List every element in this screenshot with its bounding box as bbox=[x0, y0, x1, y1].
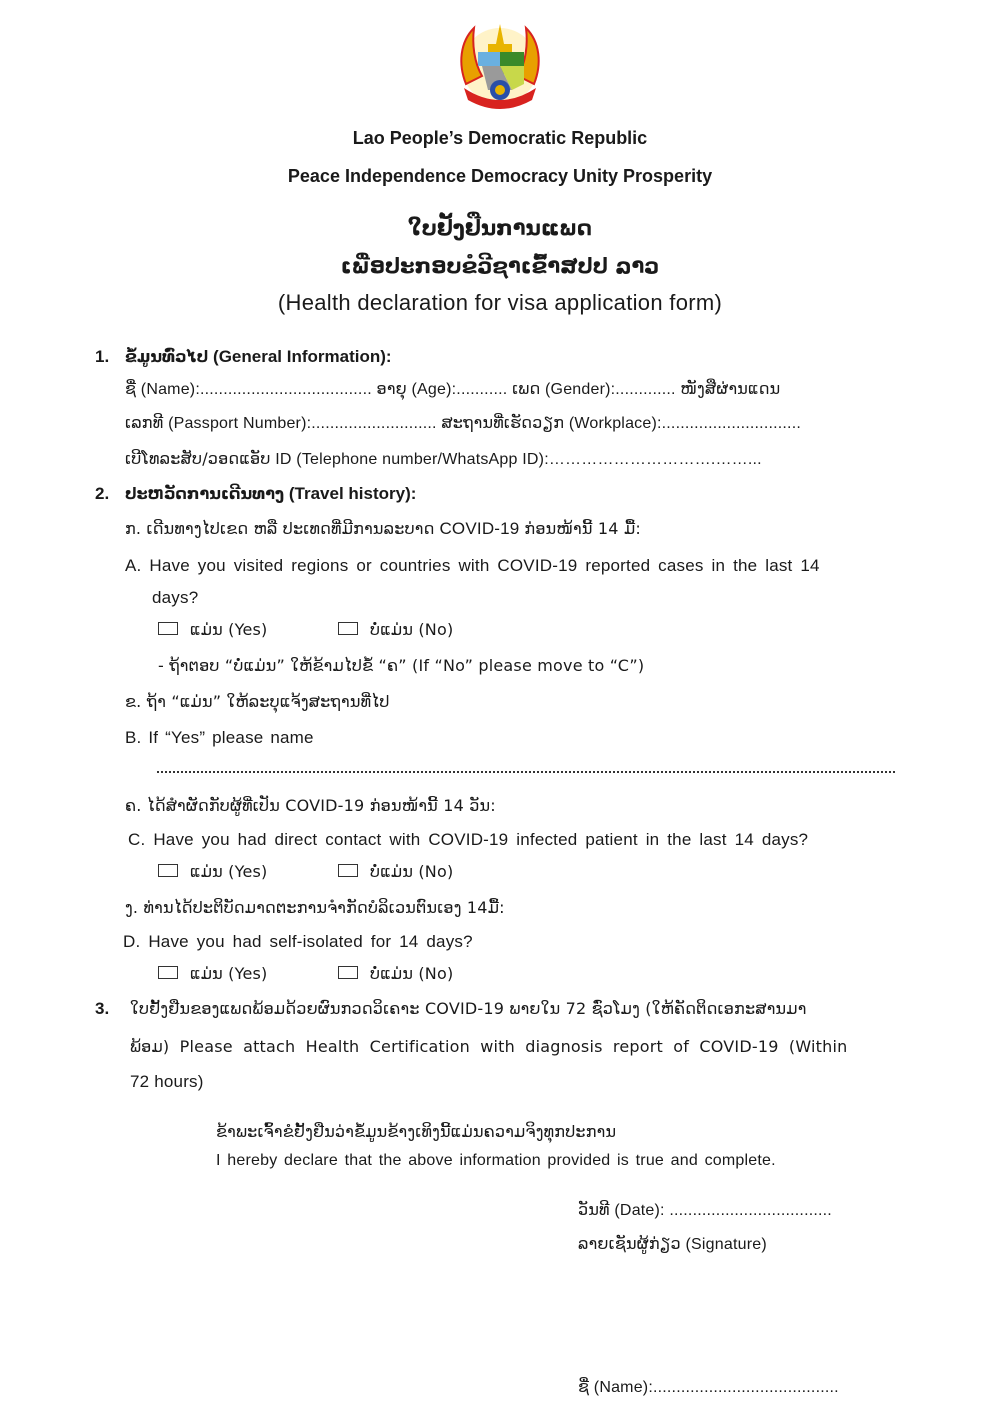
signature-label: (Signature) bbox=[685, 1236, 767, 1253]
qa-no-checkbox[interactable] bbox=[338, 622, 358, 635]
section3-line1-text: ໃບຢັ້ງຢືນຂອງແພດພ້ອມດ້ວຍຜົນກວດວິເຄາະ COVID-19 ພາຍໃນ 72 ຊົ່ວໂມງ (ໃຫ້ຄັດຕິດເອກະສານມາ bbox=[130, 999, 807, 1018]
qd-yes-option[interactable] bbox=[158, 964, 267, 984]
national-emblem bbox=[452, 14, 548, 114]
qc-yes-option[interactable] bbox=[158, 862, 267, 882]
qd-no-option[interactable] bbox=[338, 964, 453, 984]
qa-yes-label: ແມ່ນ (Yes) bbox=[190, 620, 268, 639]
question-a-lao bbox=[125, 519, 641, 539]
date-field[interactable]: (Date): ................................... bbox=[614, 1202, 832, 1219]
national-motto: Peace Independence Democracy Unity Prosperity bbox=[287, 166, 713, 186]
question-c-options bbox=[158, 862, 454, 882]
qc-yes-checkbox[interactable] bbox=[158, 864, 178, 877]
qc-no-option[interactable] bbox=[338, 862, 453, 882]
section3-line2-text: ພ້ອມ) Please attach Health Certification with diagnosis report of COVID-19 (Within bbox=[130, 1037, 848, 1056]
passport-number-lao: ເລກທີ bbox=[125, 413, 164, 432]
question-b-lao bbox=[125, 692, 390, 712]
question-c-english: C. Have you had direct contact with COVID-19 infected patient in the last 14 days? bbox=[128, 830, 809, 849]
section3-line3: 72 hours) bbox=[130, 1072, 204, 1091]
signer-name-field[interactable]: (Name):........................................ bbox=[593, 1379, 839, 1396]
emblem-icon bbox=[452, 14, 548, 114]
qa-no-option[interactable] bbox=[338, 620, 453, 640]
age-lao: ອາຍຸ bbox=[376, 379, 407, 398]
section2-heading-lao: ປະຫວັດການເດີນທາງ bbox=[125, 484, 285, 503]
signer-name-row bbox=[578, 1377, 839, 1397]
gender-lao: ເພດ bbox=[512, 379, 541, 398]
section1-heading-lao: ຂໍ້ມູນທົ່ວໄປ bbox=[125, 347, 209, 366]
question-c-lao bbox=[125, 796, 496, 816]
qb-lao-text: ຂ. ຖ້າ “ແມ່ນ” ໃຫ້ລະບຸແຈ້ງສະຖານທີ່ໄປ bbox=[125, 692, 390, 711]
declaration-lao bbox=[216, 1122, 616, 1142]
qa-covid: COVID-19 bbox=[439, 519, 520, 538]
section3-number: 3. bbox=[95, 999, 110, 1018]
declaration-english: I hereby declare that the above information provided is true and complete. bbox=[216, 1152, 776, 1169]
question-b-english: B. If “Yes” please name bbox=[125, 728, 314, 747]
section2-number: 2. bbox=[95, 484, 110, 503]
country-name: Lao People’s Democratic Republic bbox=[352, 128, 648, 148]
phone-lao: ເບີໂທລະສັບ/ວອດແອັບ bbox=[125, 449, 271, 468]
qd-no-label: ບໍ່ແມ່ນ (No) bbox=[370, 964, 454, 983]
date-row bbox=[578, 1200, 832, 1220]
qa-lao-tail: ກ່ອນໜ້ານີ້ 14 ມື້: bbox=[524, 519, 641, 538]
title-english: (Health declaration for visa application form) bbox=[277, 290, 723, 315]
phone-field[interactable]: ID (Telephone number/WhatsApp ID):………………………….……... bbox=[275, 451, 762, 468]
question-a-english-line1: A. Have you visited regions or countries with COVID-19 reported cases in the last 14 bbox=[125, 556, 820, 575]
question-a-english-line2: days? bbox=[152, 588, 199, 607]
general-info-row3 bbox=[125, 449, 762, 469]
qc-no-checkbox[interactable] bbox=[338, 864, 358, 877]
section1-heading-en: (General Information): bbox=[213, 347, 392, 366]
section3-line1 bbox=[130, 999, 895, 1019]
passport-number-field[interactable]: (Passport Number):........................... bbox=[168, 415, 437, 432]
qa-lao-prefix: ກ. ເດີນທາງໄປເຂດ ຫລື ປະເທດທີ່ມີການລະບາດ bbox=[125, 519, 435, 538]
qa-yes-checkbox[interactable] bbox=[158, 622, 178, 635]
section1-heading bbox=[95, 347, 392, 367]
title-lao-line2: ເພື່ອປະກອບຂໍວີຊາເຂົ້າສປປ ລາວ bbox=[340, 254, 660, 278]
age-field[interactable]: (Age):........... bbox=[411, 381, 508, 398]
signature-lao: ລາຍເຊັນຜູ້ກ່ຽວ bbox=[578, 1234, 681, 1253]
qd-yes-label: ແມ່ນ (Yes) bbox=[190, 964, 268, 983]
date-lao: ວັນທີ bbox=[578, 1200, 610, 1219]
name-lao: ຊື່ bbox=[125, 379, 137, 398]
title-lao-line1: ໃບຢັ້ງຢືນການແພດ bbox=[408, 216, 592, 240]
general-info-row1 bbox=[125, 379, 780, 399]
qc-no-label: ບໍ່ແມ່ນ (No) bbox=[370, 862, 454, 881]
qc-lao-text: ຄ. ໄດ້ສຳຜັດກັບຜູ້ທີ່ເປັນ COVID-19 ກ່ອນໜ້ານີ້ 14 ວັນ: bbox=[125, 796, 496, 815]
qd-lao-text: ງ. ທ່ານໄດ້ປະຕິບັດມາດຕະການຈຳກັດບໍລິເວນຕົນເອງ 14ມື້: bbox=[125, 898, 505, 917]
question-d-lao bbox=[125, 898, 505, 918]
question-b-answer-field[interactable] bbox=[157, 771, 895, 773]
name-field[interactable]: (Name):..................................... bbox=[140, 381, 372, 398]
workplace-field[interactable]: (Workplace):.............................. bbox=[568, 415, 801, 432]
qc-yes-label: ແມ່ນ (Yes) bbox=[190, 862, 268, 881]
signature-row bbox=[578, 1234, 767, 1254]
question-d-english: D. Have you had self-isolated for 14 days? bbox=[123, 932, 473, 951]
section2-heading-en: (Travel history): bbox=[288, 484, 417, 503]
qd-yes-checkbox[interactable] bbox=[158, 966, 178, 979]
signer-name-lao: ຊື່ bbox=[578, 1377, 590, 1396]
qa-note-text: - ຖ້າຕອບ “ບໍ່ແມ່ນ” ໃຫ້ຂ້າມໄປຂໍ້ “ຄ” (If “No” please move to “C”) bbox=[158, 656, 645, 675]
section3-line2 bbox=[130, 1037, 847, 1057]
section1-number: 1. bbox=[95, 347, 110, 366]
declaration-lao-text: ຂ້າພະເຈົ້າຂໍຢັ້ງຢືນວ່າຂໍ້ມູນຂ້າງເທິງນີ້ແມ່ນຄວາມຈິງທຸກປະການ bbox=[216, 1122, 617, 1141]
qd-no-checkbox[interactable] bbox=[338, 966, 358, 979]
qa-no-label: ບໍ່ແມ່ນ (No) bbox=[370, 620, 454, 639]
question-d-options bbox=[158, 964, 454, 984]
general-info-row2 bbox=[125, 413, 801, 433]
passport-lao: ໜັງສືຜ່ານແດນ bbox=[680, 379, 781, 398]
workplace-lao: ສະຖານທີ່ເຮັດວຽກ bbox=[441, 413, 565, 432]
gender-field[interactable]: (Gender):............. bbox=[545, 381, 676, 398]
question-a-options bbox=[158, 620, 454, 640]
qa-yes-option[interactable] bbox=[158, 620, 267, 640]
question-a-note bbox=[158, 656, 644, 676]
section2-heading bbox=[95, 484, 416, 504]
